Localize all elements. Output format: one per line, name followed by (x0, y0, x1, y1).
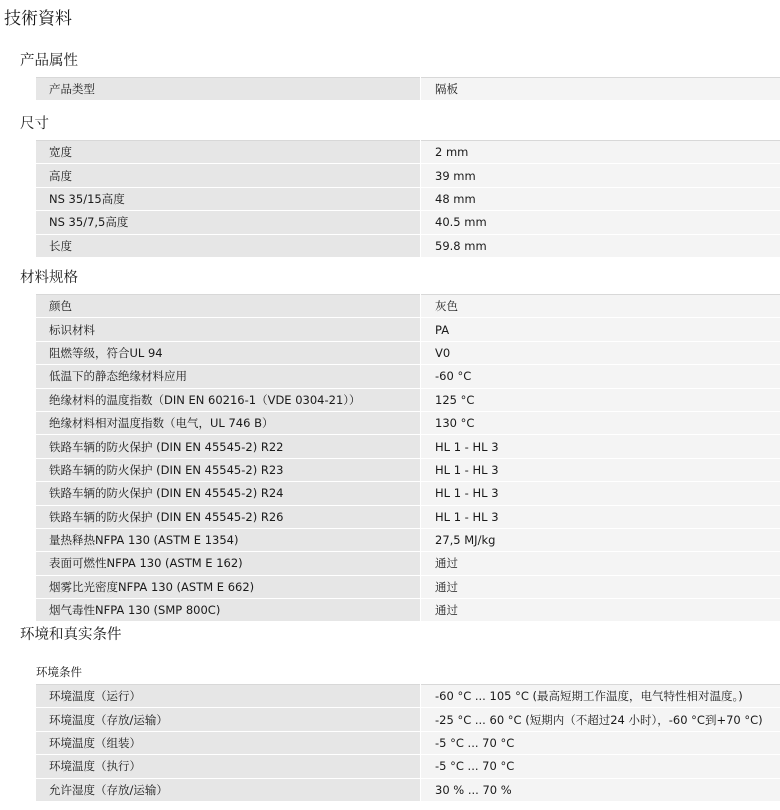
spec-row (36, 411, 780, 434)
spec-key: 宽度 (36, 141, 421, 164)
spec-value: HL 1 - HL 3 (421, 505, 780, 528)
subsection-title-ambient-conditions: 环境条件 (36, 665, 82, 679)
spec-value: 59.8 mm (421, 234, 780, 257)
spec-row (36, 708, 780, 731)
spec-key: 量热释热NFPA 130 (ASTM E 1354) (36, 528, 421, 551)
spec-value: -5 °C ... 70 °C (421, 755, 780, 778)
spec-row (36, 458, 780, 481)
spec-value: 39 mm (421, 164, 780, 187)
spec-key: 标识材料 (36, 318, 421, 341)
spec-row (36, 482, 780, 505)
spec-key: 烟气毒性NFPA 130 (SMP 800C) (36, 599, 421, 622)
spec-key: 铁路车辆的防火保护 (DIN EN 45545-2) R22 (36, 435, 421, 458)
spec-value: 30 % ... 70 % (421, 778, 780, 801)
section-title-material-specs: 材料规格 (20, 270, 78, 286)
spec-value: 125 °C (421, 388, 780, 411)
spec-key: 颜色 (36, 295, 421, 318)
spec-key: 环境温度（组装） (36, 731, 421, 754)
spec-key: 长度 (36, 234, 421, 257)
spec-table-product-properties (36, 77, 780, 101)
spec-row (36, 505, 780, 528)
spec-value: 灰色 (421, 295, 780, 318)
spec-table-dimensions (36, 140, 780, 258)
spec-row (36, 755, 780, 778)
spec-key: 环境温度（执行） (36, 755, 421, 778)
page-title: 技術資料 (4, 9, 72, 29)
spec-value: 通过 (421, 575, 780, 598)
spec-value: 通过 (421, 552, 780, 575)
spec-value: -60 °C (421, 365, 780, 388)
spec-value: V0 (421, 341, 780, 364)
spec-row (36, 778, 780, 801)
spec-value: HL 1 - HL 3 (421, 435, 780, 458)
spec-row (36, 318, 780, 341)
spec-value: 2 mm (421, 141, 780, 164)
spec-key: 铁路车辆的防火保护 (DIN EN 45545-2) R24 (36, 482, 421, 505)
spec-value: HL 1 - HL 3 (421, 458, 780, 481)
spec-row (36, 599, 780, 622)
spec-value: 40.5 mm (421, 211, 780, 234)
spec-row (36, 731, 780, 754)
spec-key: 阻燃等级，符合UL 94 (36, 341, 421, 364)
spec-row (36, 435, 780, 458)
spec-table-ambient-conditions (36, 684, 780, 802)
spec-value: 隔板 (421, 78, 780, 101)
spec-value: 48 mm (421, 187, 780, 210)
spec-key: 低温下的静态绝缘材料应用 (36, 365, 421, 388)
spec-row (36, 78, 780, 101)
spec-row (36, 365, 780, 388)
spec-value: 130 °C (421, 411, 780, 434)
spec-value: 27,5 MJ/kg (421, 528, 780, 551)
section-title-dimensions: 尺寸 (20, 116, 49, 132)
spec-key: 铁路车辆的防火保护 (DIN EN 45545-2) R26 (36, 505, 421, 528)
spec-key: 环境温度（存放/运输） (36, 708, 421, 731)
spec-key: 环境温度（运行） (36, 685, 421, 708)
spec-key: 绝缘材料相对温度指数（电气，UL 746 B） (36, 411, 421, 434)
spec-value: -25 °C ... 60 °C (短期内（不超过24 小时），-60 °C到+70 °C) (421, 708, 780, 731)
spec-value: -5 °C ... 70 °C (421, 731, 780, 754)
spec-row (36, 388, 780, 411)
spec-row (36, 341, 780, 364)
spec-value: 通过 (421, 599, 780, 622)
spec-key: 烟雾比光密度NFPA 130 (ASTM E 662) (36, 575, 421, 598)
spec-key: 表面可燃性NFPA 130 (ASTM E 162) (36, 552, 421, 575)
spec-key: 高度 (36, 164, 421, 187)
spec-row (36, 295, 780, 318)
spec-row (36, 211, 780, 234)
spec-key: NS 35/7,5高度 (36, 211, 421, 234)
spec-row (36, 528, 780, 551)
spec-row (36, 552, 780, 575)
spec-row (36, 234, 780, 257)
spec-value: HL 1 - HL 3 (421, 482, 780, 505)
spec-value: -60 °C ... 105 °C (最高短期工作温度，电气特性相对温度。) (421, 685, 780, 708)
spec-row (36, 164, 780, 187)
spec-key: NS 35/15高度 (36, 187, 421, 210)
section-title-product-properties: 产品属性 (20, 53, 78, 69)
spec-row (36, 685, 780, 708)
spec-key: 铁路车辆的防火保护 (DIN EN 45545-2) R23 (36, 458, 421, 481)
spec-key: 允许湿度（存放/运输） (36, 778, 421, 801)
spec-table-material-specs (36, 294, 780, 622)
spec-row (36, 187, 780, 210)
spec-key: 产品类型 (36, 78, 421, 101)
spec-row (36, 141, 780, 164)
section-title-environment: 环境和真实条件 (20, 627, 122, 643)
spec-key: 绝缘材料的温度指数（DIN EN 60216-1（VDE 0304-21）） (36, 388, 421, 411)
spec-value: PA (421, 318, 780, 341)
spec-row (36, 575, 780, 598)
